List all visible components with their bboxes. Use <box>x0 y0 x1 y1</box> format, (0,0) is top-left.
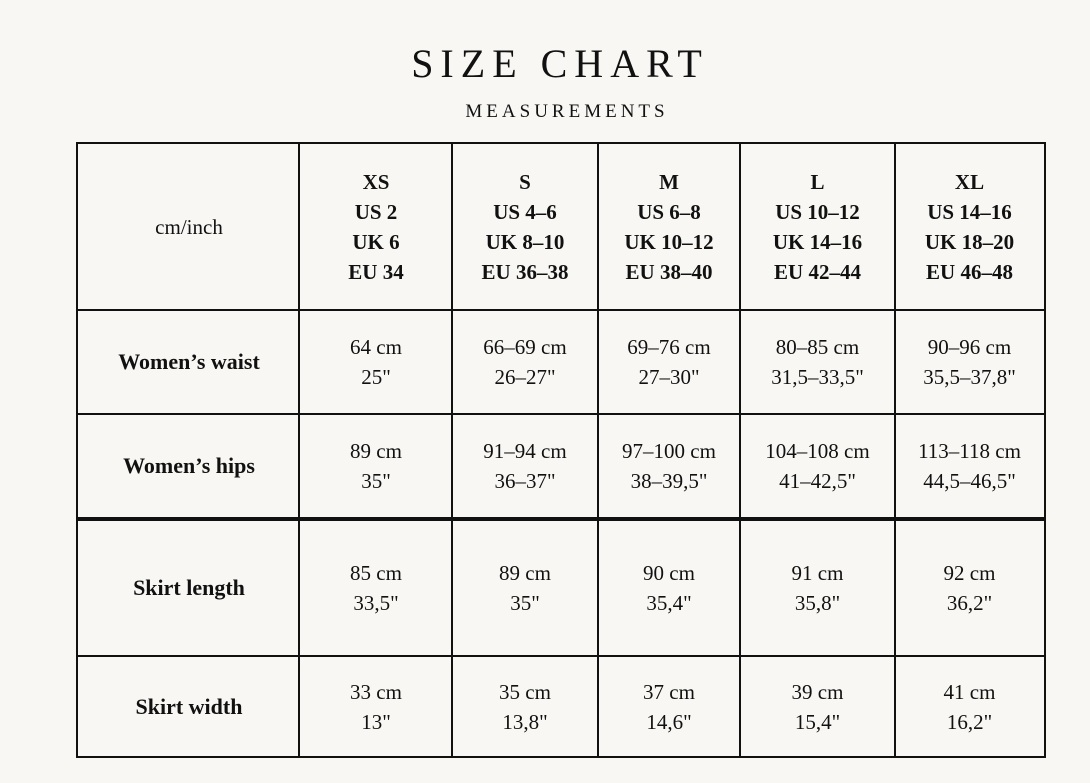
value-inch: 35" <box>361 469 391 493</box>
size-uk: UK 10–12 <box>624 229 714 254</box>
value-cell <box>740 521 895 655</box>
size-uk: UK 14–16 <box>772 229 863 254</box>
row-label: Skirt width <box>135 693 243 719</box>
row-label: Women’s waist <box>118 349 260 374</box>
value-cell <box>452 657 598 756</box>
size-header-xs <box>300 144 452 309</box>
size-uk: UK 8–10 <box>485 229 565 254</box>
value-inch: 15,4" <box>794 709 841 734</box>
value-cell <box>895 415 1044 517</box>
value-cell <box>895 657 1044 756</box>
size-eu: EU 46–48 <box>926 259 1013 284</box>
value-inch: 44,5–46,5" <box>923 469 1016 493</box>
value-cm: 66–69 cm <box>483 335 567 359</box>
value-inch: 25" <box>361 365 391 389</box>
size-us: US 6–8 <box>637 199 701 224</box>
size-header-s <box>452 144 598 309</box>
value-inch: 13" <box>361 709 391 734</box>
value-cell <box>452 415 598 517</box>
value-cell <box>895 311 1044 413</box>
size-us: US 10–12 <box>775 199 860 224</box>
value-cell <box>895 521 1044 655</box>
value-cm: 33 cm <box>350 679 402 704</box>
value-inch: 41–42,5" <box>779 469 856 493</box>
column-divider <box>451 144 453 756</box>
value-cell <box>598 415 740 517</box>
size-name: M <box>659 169 679 194</box>
table-row-skirt-width <box>78 657 1044 756</box>
value-cm: 91 cm <box>791 561 844 585</box>
value-cm: 89 cm <box>350 439 402 463</box>
value-cm: 35 cm <box>499 679 551 704</box>
value-inch: 36,2" <box>946 591 993 615</box>
table-row-waist <box>78 311 1044 413</box>
value-inch: 35,5–37,8" <box>923 365 1016 389</box>
table-row-skirt-length <box>78 521 1044 655</box>
page-title: SIZE CHART <box>411 41 709 86</box>
value-cm: 80–85 cm <box>775 335 860 359</box>
value-inch: 35" <box>510 591 540 615</box>
value-cell <box>598 521 740 655</box>
row-divider <box>78 413 1044 415</box>
column-divider <box>298 144 300 756</box>
size-eu: EU 34 <box>348 259 404 284</box>
value-cell <box>300 415 452 517</box>
value-cm: 90–96 cm <box>927 335 1012 359</box>
value-cm: 104–108 cm <box>765 439 870 463</box>
value-cm: 90 cm <box>643 561 695 585</box>
size-eu: EU 38–40 <box>625 259 713 284</box>
value-inch: 38–39,5" <box>630 469 708 493</box>
value-cm: 113–118 cm <box>918 439 1021 463</box>
value-cell <box>300 521 452 655</box>
row-label: Women’s hips <box>123 453 255 478</box>
page-subtitle: MEASUREMENTS <box>465 101 669 122</box>
size-eu: EU 42–44 <box>774 259 861 284</box>
size-us: US 4–6 <box>493 199 557 224</box>
value-cm: 37 cm <box>643 679 695 704</box>
value-cell <box>452 521 598 655</box>
value-cm: 64 cm <box>350 335 402 359</box>
size-name: XL <box>954 169 985 194</box>
value-inch: 35,8" <box>794 591 841 615</box>
size-table <box>76 142 1046 758</box>
value-cell <box>300 311 452 413</box>
value-inch: 16,2" <box>946 709 993 734</box>
value-cell <box>740 311 895 413</box>
value-cell <box>740 415 895 517</box>
row-divider <box>78 309 1044 311</box>
size-us: US 2 <box>354 199 398 224</box>
row-label: Skirt length <box>133 575 245 600</box>
size-header-l <box>740 144 895 309</box>
value-inch: 35,4" <box>646 591 692 615</box>
table-row-hips <box>78 415 1044 517</box>
column-divider <box>739 144 741 756</box>
value-cell <box>598 311 740 413</box>
value-cm: 85 cm <box>350 561 402 585</box>
size-header-xl <box>895 144 1044 309</box>
size-header-m <box>598 144 740 309</box>
value-inch: 13,8" <box>502 709 548 734</box>
value-inch: 33,5" <box>353 591 399 615</box>
value-cell <box>452 311 598 413</box>
size-eu: EU 36–38 <box>481 259 569 284</box>
value-cell <box>300 657 452 756</box>
size-us: US 14–16 <box>927 199 1012 224</box>
value-cell <box>740 657 895 756</box>
value-cm: 97–100 cm <box>622 439 716 463</box>
table-header-row <box>78 144 1044 309</box>
size-name: XS <box>362 169 390 194</box>
value-cm: 41 cm <box>943 679 996 704</box>
size-name: S <box>519 169 531 194</box>
section-divider <box>78 517 1044 521</box>
value-cm: 89 cm <box>499 561 551 585</box>
unit-label: cm/inch <box>155 214 223 239</box>
value-inch: 27–30" <box>638 365 700 389</box>
value-inch: 14,6" <box>646 709 692 734</box>
column-divider <box>597 144 599 756</box>
row-divider <box>78 655 1044 657</box>
size-name: L <box>810 169 825 194</box>
value-cm: 91–94 cm <box>483 439 567 463</box>
column-divider <box>894 144 896 756</box>
value-cm: 39 cm <box>791 679 844 704</box>
value-inch: 36–37" <box>494 469 556 493</box>
value-inch: 26–27" <box>494 365 556 389</box>
value-cm: 92 cm <box>943 561 996 585</box>
value-cell <box>598 657 740 756</box>
unit-header-cell <box>78 144 300 309</box>
size-uk: UK 6 <box>352 229 400 254</box>
value-inch: 31,5–33,5" <box>771 365 864 389</box>
size-uk: UK 18–20 <box>924 229 1015 254</box>
value-cm: 69–76 cm <box>627 335 711 359</box>
